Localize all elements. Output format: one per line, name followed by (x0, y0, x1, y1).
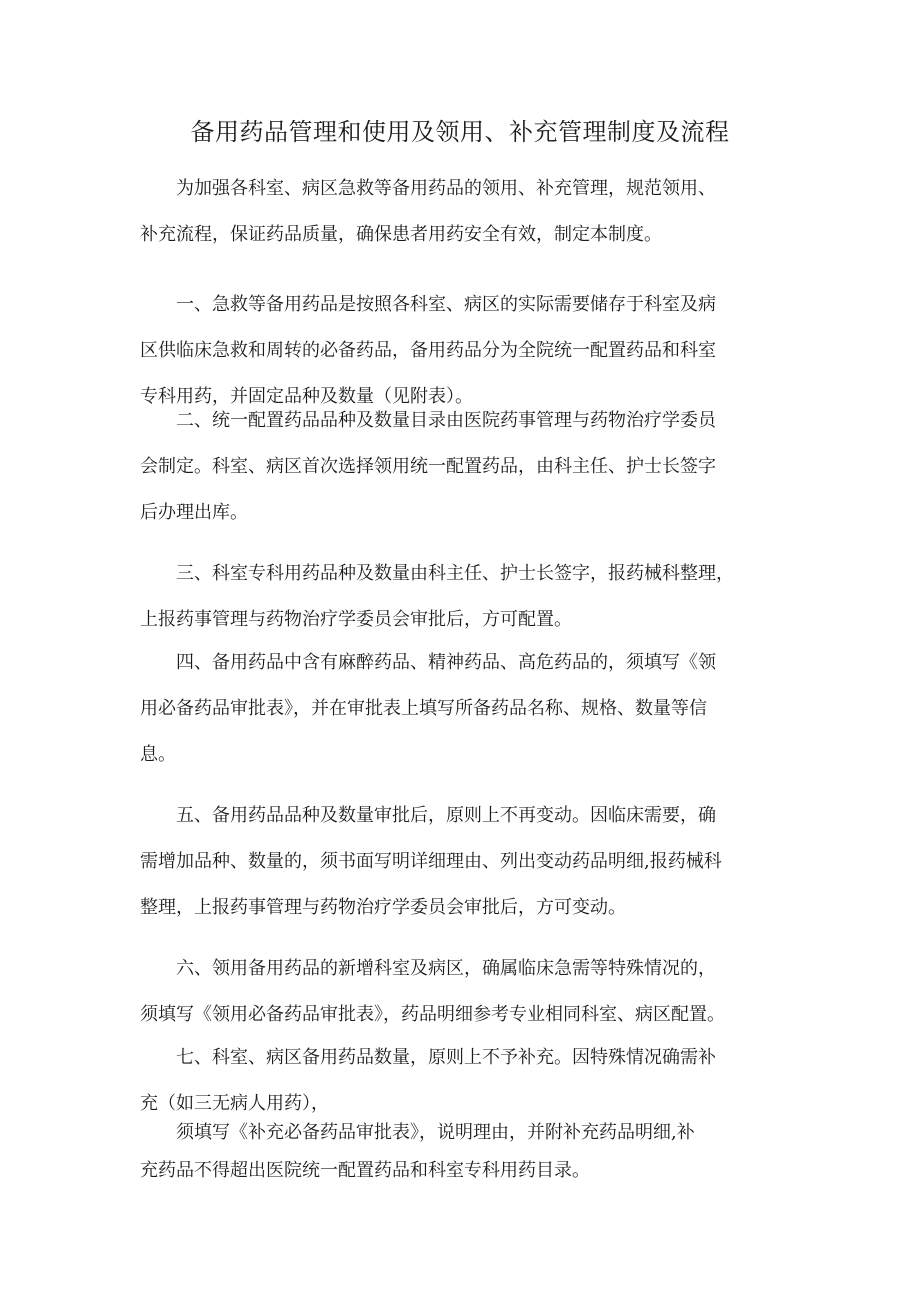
paragraph-line: 充药品不得超出医院统一配置药品和科室专科用药目录。 (140, 1160, 590, 1181)
paragraph-line: 充（如三无病人用药）， (140, 1093, 329, 1114)
intro-paragraph (140, 166, 800, 258)
paragraph-line: 二、统一配置药品品种及数量目录由医院药事管理与药物治疗学委员 (176, 410, 716, 431)
paragraph-line: 需增加品种、数量的，须书面写明详细理由、列出变动药品明细,报药械科 (140, 851, 722, 872)
paragraph-line: 用必备药品审批表》，并在审批表上填写所备药品名称、规格、数量等信 (140, 698, 707, 719)
clause-6-paragraph (140, 946, 800, 1038)
clause-2-paragraph (140, 398, 800, 536)
clause-3-paragraph (140, 551, 800, 643)
clause-7-continuation (140, 1114, 800, 1190)
clause-4-paragraph (140, 640, 800, 778)
paragraph-line: 专科用药，并固定品种及数量（见附表）。 (140, 386, 473, 407)
paragraph-line: 会制定。科室、病区首次选择领用统一配置药品，由科主任、护士长签字 (140, 456, 716, 477)
clause-5-paragraph (140, 793, 800, 931)
paragraph-line: 为加强各科室、病区急救等备用药品的领用、补充管理，规范领用、 (176, 178, 716, 199)
paragraph-line: 一、急救等备用药品是按照各科室、病区的实际需要储存于科室及病 (176, 294, 716, 315)
paragraph-line: 三、科室专科用药品种及数量由科主任、护士长签字，报药械科整理， (176, 563, 734, 584)
document-title: 备用药品管理和使用及领用、补充管理制度及流程 (190, 118, 730, 146)
paragraph-line: 息。 (140, 744, 176, 765)
paragraph-line: 整理，上报药事管理与药物治疗学委员会审批后，方可变动。 (140, 897, 626, 918)
paragraph-line: 须填写《领用必备药品审批表》，药品明细参考专业相同科室、病区配置。 (140, 1004, 725, 1025)
paragraph-line: 上报药事管理与药物治疗学委员会审批后，方可配置。 (140, 609, 572, 630)
paragraph-line: 须填写《补充必备药品审批表》，说明理由，并附补充药品明细,补 (176, 1122, 695, 1143)
paragraph-line: 五、备用药品品种及数量审批后，原则上不再变动。因临床需要，确 (176, 805, 716, 826)
paragraph-line: 六、领用备用药品的新增科室及病区，确属临床急需等特殊情况的， (176, 958, 716, 979)
paragraph-line: 七、科室、病区备用药品数量，原则上不予补充。因特殊情况确需补 (176, 1047, 716, 1068)
paragraph-line: 区供临床急救和周转的必备药品，备用药品分为全院统一配置药品和科室 (140, 340, 716, 361)
paragraph-line: 后办理出库。 (140, 502, 248, 523)
paragraph-line: 补充流程，保证药品质量，确保患者用药安全有效，制定本制度。 (140, 224, 662, 245)
paragraph-line: 四、备用药品中含有麻醉药品、精神药品、高危药品的，须填写《领 (176, 652, 716, 673)
